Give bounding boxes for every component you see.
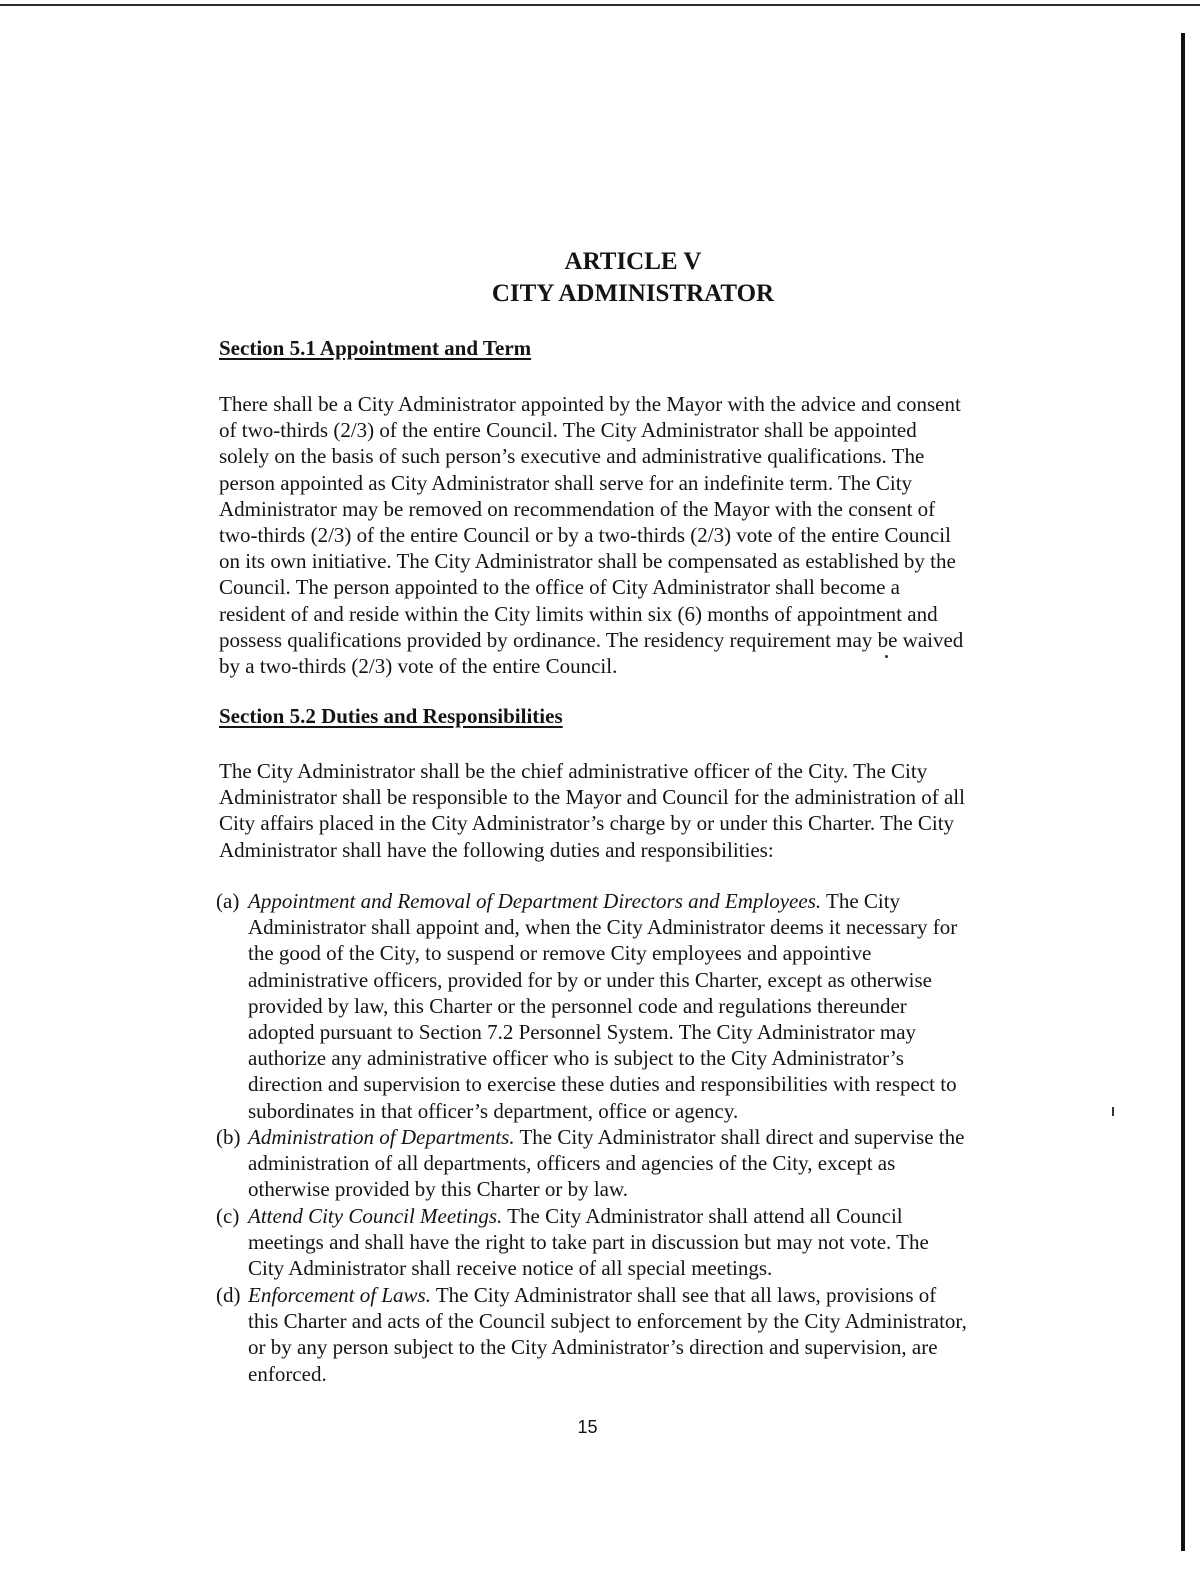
item-marker: (c): [216, 1204, 240, 1228]
item-line: administration of all departments, officers and agencies of the City, except as: [248, 1151, 896, 1176]
paragraph-line: Administrator shall have the following duties and responsibilities:: [219, 837, 774, 862]
item-line: this Charter and acts of the Council subject to enforcement by the City Administrator,: [248, 1309, 967, 1334]
scan-top-rule: [0, 4, 1200, 6]
article-title: CITY ADMINISTRATOR: [491, 280, 775, 307]
duty-item-b: [216, 1124, 964, 1203]
item-line: otherwise provided by this Charter or by law.: [248, 1177, 629, 1202]
paragraph-line: resident of and reside within the City limits within six (6) months of appointment and: [219, 601, 938, 626]
scan-stray-mark: [1112, 1107, 1114, 1116]
item-first-rest: The City: [821, 889, 901, 913]
paragraph-line: The City Administrator shall be the chief administrative officer of the City. The City: [219, 759, 928, 783]
item-first-line: [248, 888, 957, 914]
item-line: adopted pursuant to Section 7.2 Personnel System. The City Administrator may: [248, 1020, 917, 1045]
item-first-rest: The City Administrator shall see that all laws, provisions of: [430, 1283, 937, 1307]
article-number: ARTICLE V: [564, 248, 702, 275]
duty-item-c: [216, 1203, 929, 1282]
item-marker: (a): [216, 889, 240, 913]
item-line: or by any person subject to the City Administrator’s direction and supervision, are: [248, 1335, 938, 1360]
paragraph-line: Council. The person appointed to the office of City Administrator shall become a: [219, 575, 900, 600]
item-first-line: [248, 1282, 967, 1308]
section-5-2-heading: Section 5.2 Duties and Responsibilities: [219, 704, 563, 728]
item-lead: Appointment and Removal of Department Directors and Employees.: [248, 889, 822, 913]
item-first-line: [248, 1124, 964, 1150]
item-line: enforced.: [248, 1361, 327, 1386]
item-line: authorize any administrative officer who is subject to the City Administrator’s: [248, 1046, 904, 1071]
item-lead: Administration of Departments.: [248, 1125, 515, 1149]
item-first-rest: The City Administrator shall direct and supervise the: [514, 1125, 965, 1149]
item-first-rest: The City Administrator shall attend all Council: [502, 1204, 903, 1228]
paragraph-line: There shall be a City Administrator appointed by the Mayor with the advice and consent: [219, 392, 961, 416]
page-number: 15: [577, 1417, 598, 1437]
item-lead: Enforcement of Laws.: [248, 1283, 431, 1307]
paragraph-line: City affairs placed in the City Administrator’s charge by or under this Charter. The City: [219, 811, 955, 836]
item-marker: (d): [216, 1283, 241, 1307]
item-marker: (b): [216, 1125, 241, 1149]
paragraph-line: person appointed as City Administrator shall serve for an indefinite term. The City: [219, 470, 913, 495]
paragraph-line: solely on the basis of such person’s executive and administrative qualifications. The: [219, 444, 925, 469]
item-line: provided by law, this Charter or the personnel code and regulations thereunder: [248, 993, 907, 1018]
item-line: meetings and shall have the right to take part in discussion but may not vote. The: [248, 1230, 929, 1255]
item-line: City Administrator shall receive notice of all special meetings.: [248, 1256, 773, 1281]
duty-item-a: [216, 888, 957, 1124]
item-first-line: [248, 1203, 929, 1229]
section-5-2-intro: [219, 758, 965, 863]
paragraph-line: possess qualifications provided by ordinance. The residency requirement may be waived: [219, 627, 964, 652]
paragraph-line: two-thirds (2/3) of the entire Council or by a two-thirds (2/3) vote of the entire Council: [219, 523, 951, 548]
paragraph-line: on its own initiative. The City Administrator shall be compensated as established by the: [219, 549, 956, 574]
paragraph-line: by a two-thirds (2/3) vote of the entire Council.: [219, 654, 618, 679]
item-lead: Attend City Council Meetings.: [248, 1204, 503, 1228]
item-line: the good of the City, to suspend or remove City employees and appointive: [248, 941, 872, 966]
duty-item-d: [216, 1282, 967, 1387]
item-line: direction and supervision to exercise these duties and responsibilities with respect to: [248, 1072, 957, 1097]
paragraph-line: Administrator shall be responsible to the Mayor and Council for the administration of all: [219, 785, 965, 810]
item-line: administrative officers, provided for by or under this Charter, except as otherwise: [248, 967, 932, 992]
section-5-1-heading: Section 5.1 Appointment and Term: [219, 336, 532, 360]
item-line: Administrator shall appoint and, when the City Administrator deems it necessary for: [248, 915, 958, 940]
paragraph-line: of two-thirds (2/3) of the entire Council. The City Administrator shall be appointed: [219, 418, 917, 443]
section-5-1-paragraph: [219, 391, 963, 679]
item-line: subordinates in that officer’s department, office or agency.: [248, 1098, 739, 1123]
paragraph-line: Administrator may be removed on recommendation of the Mayor with the consent of: [219, 496, 936, 521]
